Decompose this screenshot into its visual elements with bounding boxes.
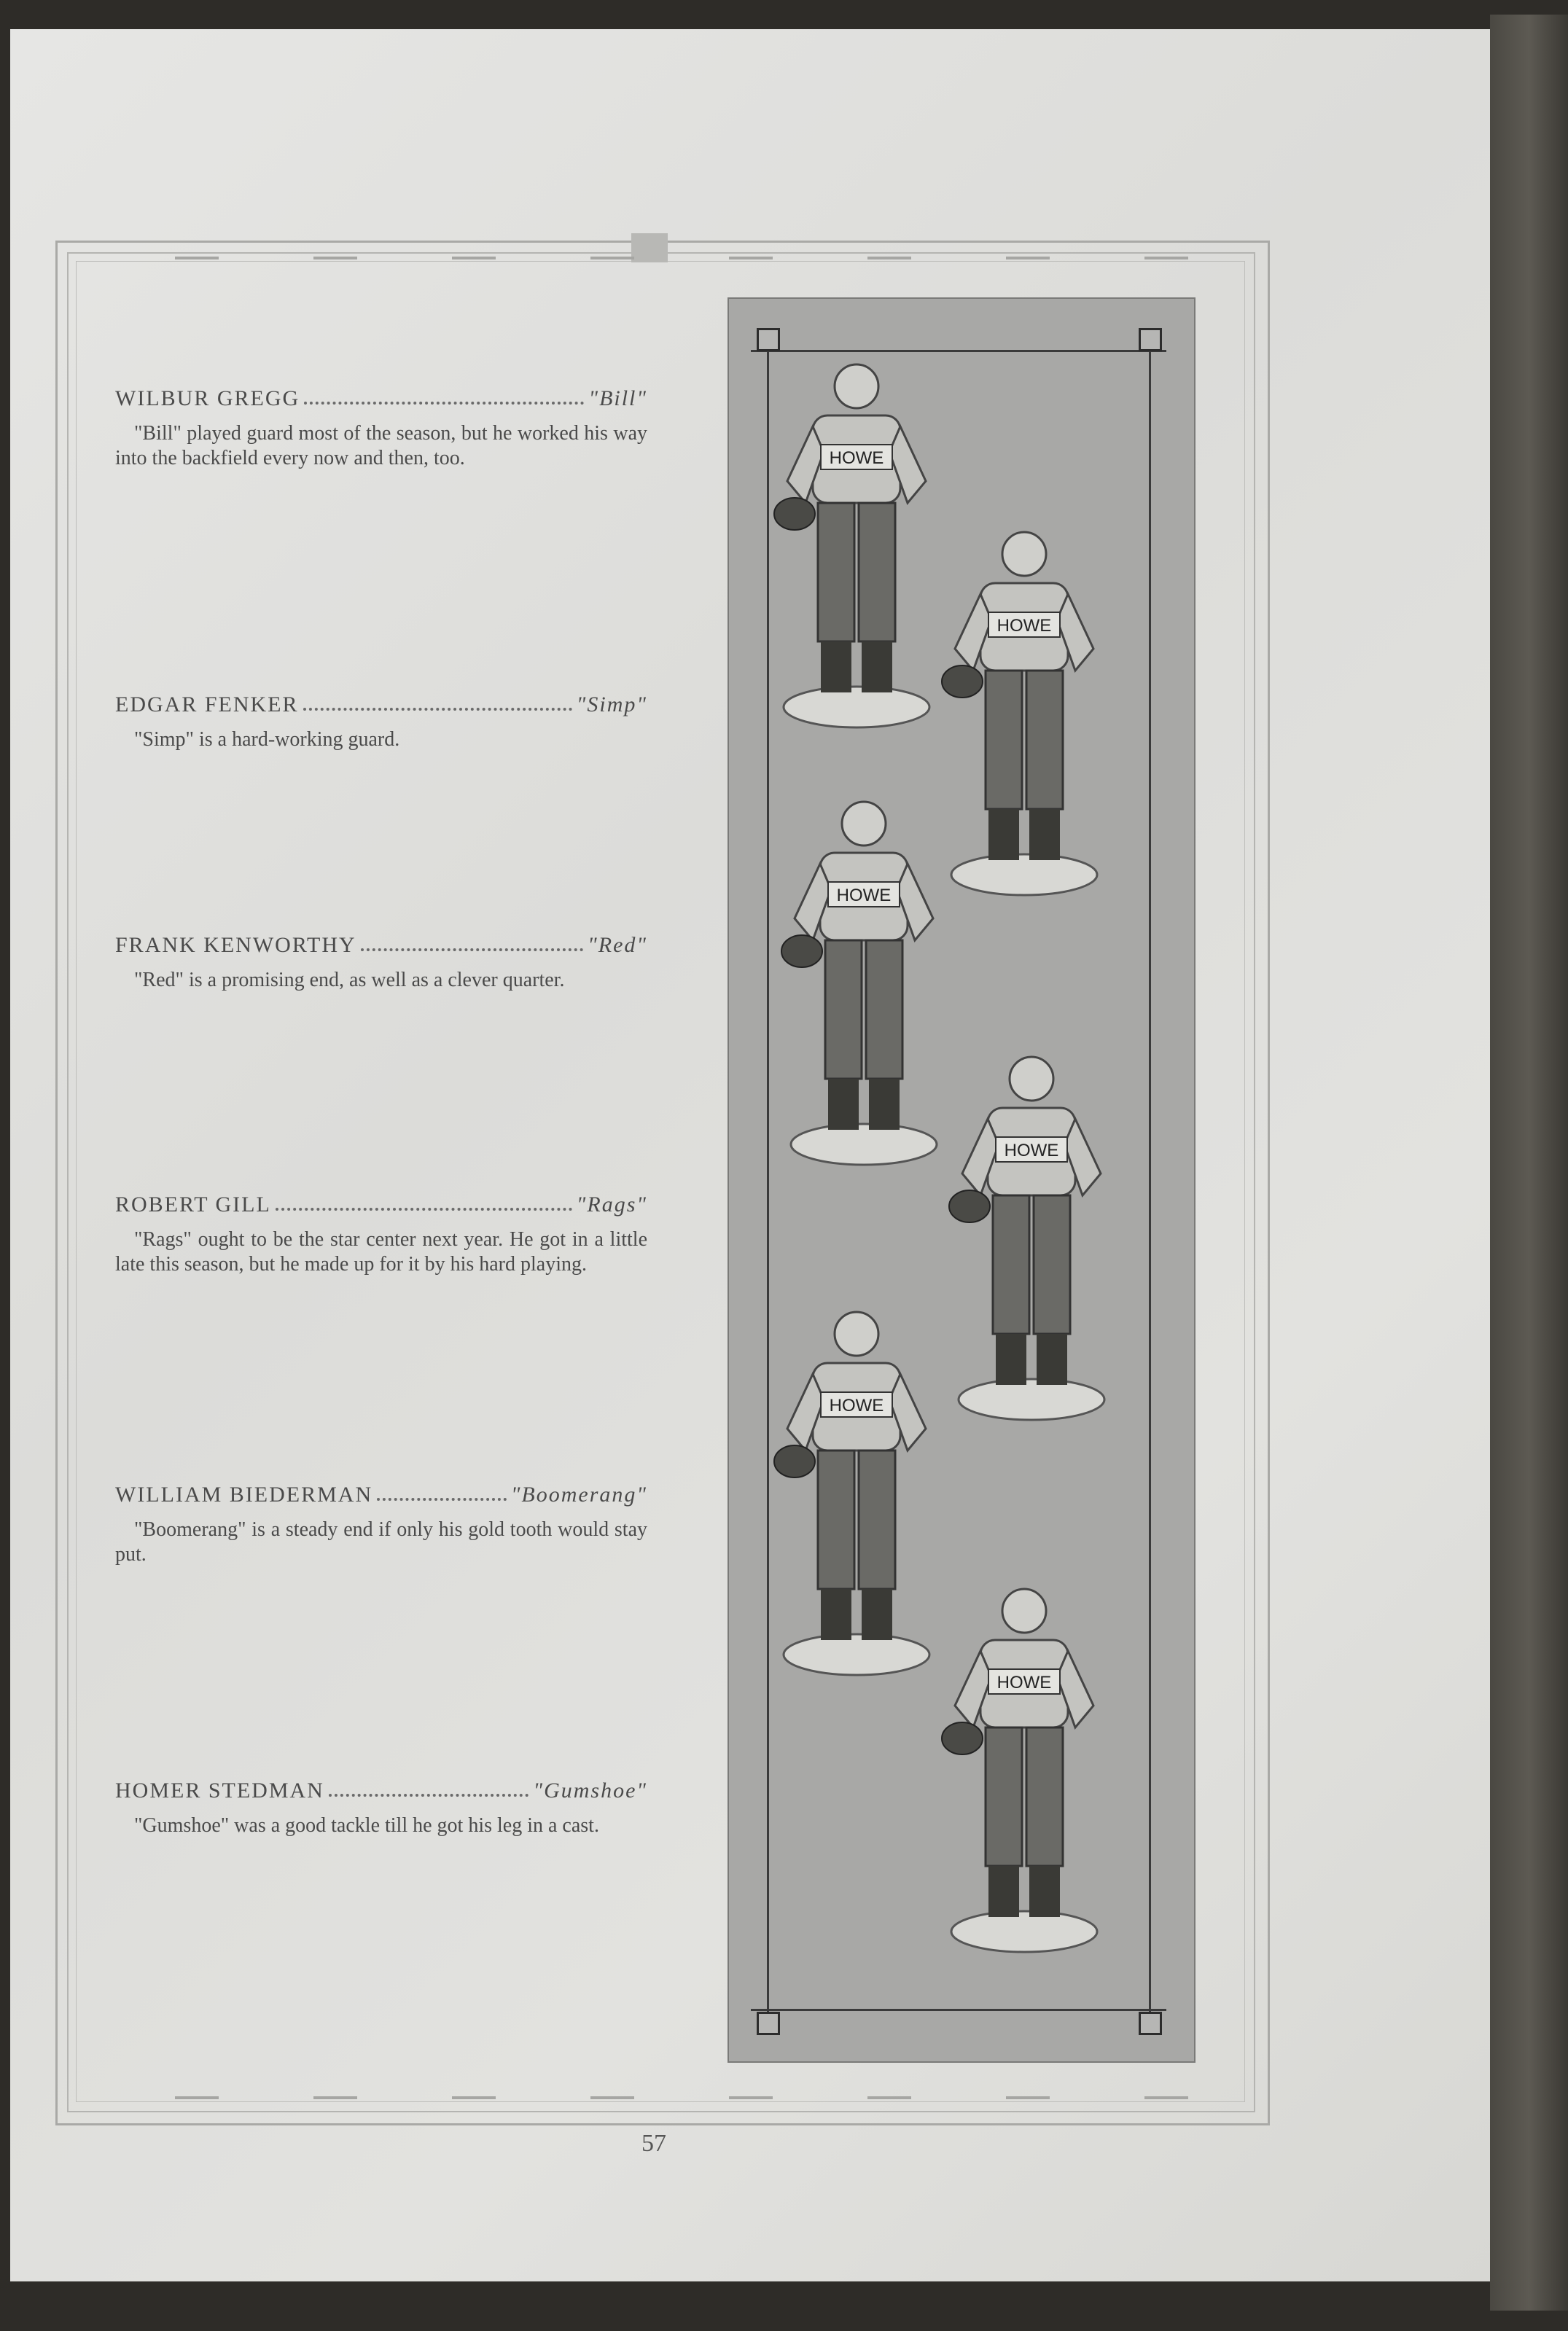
- leader-dots: [276, 1208, 572, 1211]
- svg-text:HOWE: HOWE: [996, 1673, 1052, 1692]
- page-number: 57: [641, 2130, 666, 2157]
- player-entry: [115, 933, 647, 993]
- svg-text:HOWE: HOWE: [996, 616, 1052, 636]
- player-nickname: "Gumshoe": [533, 1778, 647, 1803]
- player-nickname: "Red": [588, 933, 647, 957]
- team-photo-panel: [728, 297, 1195, 2063]
- photo-corner: [1139, 2012, 1162, 2035]
- photo-corner: [757, 2012, 780, 2035]
- player-nickname: "Rags": [576, 1192, 647, 1217]
- player-description: "Boomerang" is a steady end if only his gold tooth would stay put.: [115, 1518, 647, 1566]
- photo-frame-line: [1149, 334, 1151, 2025]
- player-name: EDGAR FENKER: [115, 692, 299, 717]
- player-entry: [115, 1778, 647, 1838]
- football-player-figure: [773, 1305, 940, 1687]
- football-player-figure: [773, 357, 940, 740]
- leader-dots: [377, 1498, 507, 1501]
- photo-corner: [1139, 328, 1162, 351]
- photo-frame-line: [751, 350, 1166, 352]
- player-nickname: "Bill": [588, 386, 647, 410]
- player-name: HOMER STEDMAN: [115, 1778, 324, 1803]
- player-nickname: "Simp": [576, 692, 647, 717]
- photo-frame-line: [767, 334, 769, 2025]
- player-entry: [115, 386, 647, 471]
- leader-dots: [361, 948, 583, 951]
- svg-text:HOWE: HOWE: [829, 448, 884, 468]
- player-name: WILBUR GREGG: [115, 386, 300, 410]
- border-tick-row-bottom: [80, 2096, 1239, 2099]
- svg-text:HOWE: HOWE: [829, 1396, 884, 1416]
- photo-frame-line: [751, 2009, 1166, 2011]
- player-description: "Gumshoe" was a good tackle till he got his leg in a cast.: [134, 1814, 599, 1837]
- leader-dots: [303, 708, 572, 711]
- football-player-figure: [780, 794, 948, 1177]
- player-description: "Rags" ought to be the star center next year. He got in a little late this season, but he made up for it by his hard playing.: [115, 1228, 647, 1276]
- player-description: "Bill" played guard most of the season, but he worked his way into the backfield every now and then, too.: [115, 422, 647, 469]
- player-name: WILLIAM BIEDERMAN: [115, 1483, 373, 1507]
- border-tick-row-top: [80, 257, 1239, 259]
- player-entry: [115, 692, 647, 752]
- player-name: FRANK KENWORTHY: [115, 933, 356, 957]
- book-binding: [1490, 15, 1568, 2311]
- photo-corner: [757, 328, 780, 351]
- player-description: "Red" is a promising end, as well as a clever quarter.: [134, 969, 565, 991]
- player-entry: [115, 1192, 647, 1277]
- football-player-figure: [940, 1582, 1108, 1964]
- player-description: "Simp" is a hard-working guard.: [134, 728, 400, 751]
- svg-text:HOWE: HOWE: [836, 886, 892, 905]
- leader-dots: [304, 402, 584, 405]
- player-name: ROBERT GILL: [115, 1192, 271, 1217]
- svg-text:HOWE: HOWE: [1004, 1141, 1059, 1160]
- player-entry: [115, 1483, 647, 1567]
- football-player-figure: [940, 525, 1108, 907]
- leader-dots: [329, 1794, 529, 1797]
- football-player-figure: [948, 1050, 1115, 1432]
- player-nickname: "Boomerang": [510, 1483, 647, 1507]
